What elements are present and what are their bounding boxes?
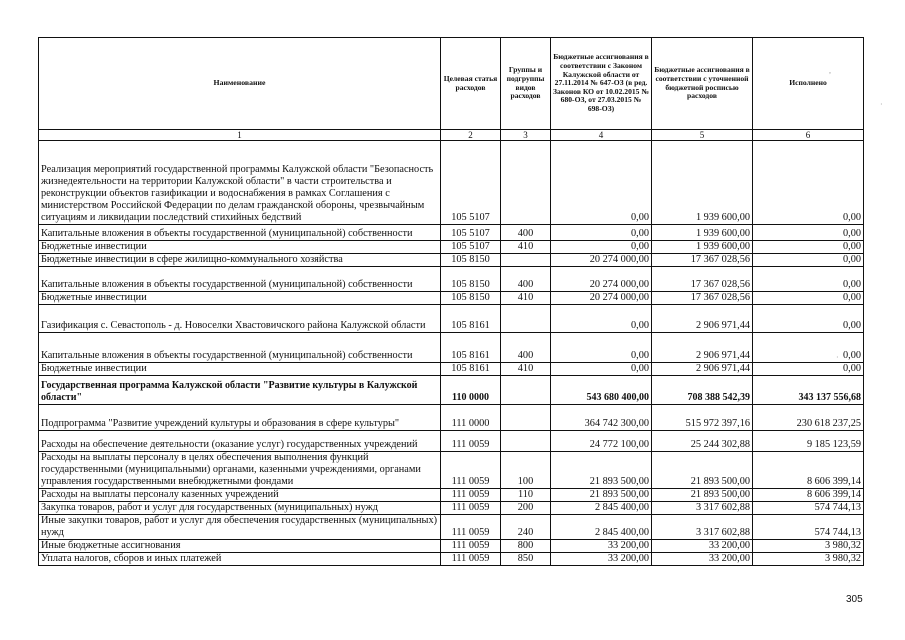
row-expense-group [501, 254, 551, 267]
row-name: Бюджетные инвестиции [39, 363, 441, 376]
table-row [39, 305, 864, 333]
row-expense-group [501, 405, 551, 431]
row-refined-amount: 33 200,00 [652, 540, 753, 553]
row-expense-group: 410 [501, 292, 551, 305]
column-number: 6 [753, 130, 864, 141]
row-law-amount: 21 893 500,00 [551, 489, 652, 502]
row-name: Уплата налогов, сборов и иных платежей [39, 553, 441, 566]
row-name: Иные бюджетные ассигнования [39, 540, 441, 553]
row-target-article: 111 0000 [441, 405, 501, 431]
scan-mark: · [880, 100, 883, 109]
scan-mark: · [836, 353, 839, 362]
row-refined-amount: 708 388 542,39 [652, 376, 753, 405]
table-row [39, 225, 864, 241]
row-target-article: 105 5107 [441, 141, 501, 225]
row-law-amount: 0,00 [551, 241, 652, 254]
row-name: Реализация мероприятий государственной программы Калужской области "Безопасность жизнедеятельности на территории Калужской области" в части строительства и реконструкции объектов газификации и водоснабжения в рамках Соглашения с министерством Российской Федерации по делам гражданской обороны, чрезвычайным ситуациям и ликвидации последствий стихийных бедствий [39, 141, 441, 225]
row-executed-amount: 574 744,13 [753, 502, 864, 515]
row-target-article: 105 8150 [441, 292, 501, 305]
table-body [39, 141, 864, 566]
row-expense-group [501, 431, 551, 452]
row-expense-group: 800 [501, 540, 551, 553]
row-executed-amount: 230 618 237,25 [753, 405, 864, 431]
row-law-amount: 0,00 [551, 225, 652, 241]
row-refined-amount: 17 367 028,56 [652, 254, 753, 267]
row-law-amount: 24 772 100,00 [551, 431, 652, 452]
row-law-amount: 0,00 [551, 141, 652, 225]
row-expense-group [501, 376, 551, 405]
column-number: 4 [551, 130, 652, 141]
row-target-article: 105 8161 [441, 363, 501, 376]
row-target-article: 105 8150 [441, 267, 501, 292]
row-refined-amount: 2 906 971,44 [652, 333, 753, 363]
table-row [39, 141, 864, 225]
row-refined-amount: 2 906 971,44 [652, 305, 753, 333]
row-expense-group: 400 [501, 333, 551, 363]
row-executed-amount: 3 980,32 [753, 540, 864, 553]
column-number: 1 [39, 130, 441, 141]
page-number: 305 [846, 594, 863, 605]
table-row [39, 502, 864, 515]
row-name: Бюджетные инвестиции в сфере жилищно-коммунального хозяйства [39, 254, 441, 267]
row-expense-group: 200 [501, 502, 551, 515]
row-name: Расходы на обеспечение деятельности (оказание услуг) государственных учреждений [39, 431, 441, 452]
row-target-article: 111 0059 [441, 452, 501, 489]
row-executed-amount: 0,00 [753, 363, 864, 376]
table-row [39, 431, 864, 452]
row-refined-amount: 1 939 600,00 [652, 141, 753, 225]
row-law-amount: 20 274 000,00 [551, 254, 652, 267]
table-header-row [39, 38, 864, 130]
row-expense-group: 400 [501, 225, 551, 241]
row-refined-amount: 3 317 602,88 [652, 515, 753, 540]
scan-mark: , [829, 66, 831, 75]
row-executed-amount: 9 185 123,59 [753, 431, 864, 452]
header-expense-group: Группы и подгруппы видов расходов [501, 38, 551, 130]
row-refined-amount: 21 893 500,00 [652, 452, 753, 489]
row-name: Бюджетные инвестиции [39, 292, 441, 305]
row-name: Капитальные вложения в объекты государственной (муниципальной) собственности [39, 333, 441, 363]
row-law-amount: 20 274 000,00 [551, 292, 652, 305]
row-executed-amount: 343 137 556,68 [753, 376, 864, 405]
row-executed-amount: 574 744,13 [753, 515, 864, 540]
row-executed-amount: 3 980,32 [753, 553, 864, 566]
row-executed-amount: 0,00 [753, 333, 864, 363]
header-law-allocations: Бюджетные ассигнования в соответствии с Законом Калужской области от 27.11.2014 № 647-ОЗ (в ред. Законов КО от 10.02.2015 № 680-ОЗ, от 27.03.2015 № 698-ОЗ) [551, 38, 652, 130]
row-executed-amount: 0,00 [753, 225, 864, 241]
row-target-article: 111 0059 [441, 515, 501, 540]
table-row [39, 333, 864, 363]
row-expense-group: 400 [501, 267, 551, 292]
row-expense-group: 850 [501, 553, 551, 566]
row-refined-amount: 515 972 397,16 [652, 405, 753, 431]
row-target-article: 105 8161 [441, 305, 501, 333]
row-law-amount: 543 680 400,00 [551, 376, 652, 405]
header-name: Наименование [39, 38, 441, 130]
table-row [39, 363, 864, 376]
row-name: Капитальные вложения в объекты государственной (муниципальной) собственности [39, 225, 441, 241]
row-law-amount: 33 200,00 [551, 540, 652, 553]
column-number: 2 [441, 130, 501, 141]
table-row [39, 241, 864, 254]
table-row [39, 553, 864, 566]
header-refined-allocations: Бюджетные ассигнования в соответствии с уточненной бюджетной росписью расходов [652, 38, 753, 130]
column-number: 3 [501, 130, 551, 141]
table-row [39, 540, 864, 553]
row-expense-group: 100 [501, 452, 551, 489]
header-target-article: Целевая статья расходов [441, 38, 501, 130]
row-refined-amount: 17 367 028,56 [652, 292, 753, 305]
row-expense-group [501, 141, 551, 225]
row-executed-amount: 0,00 [753, 254, 864, 267]
row-name: Государственная программа Калужской области "Развитие культуры в Калужской области" [39, 376, 441, 405]
row-law-amount: 364 742 300,00 [551, 405, 652, 431]
row-law-amount: 20 274 000,00 [551, 267, 652, 292]
row-name: Капитальные вложения в объекты государственной (муниципальной) собственности [39, 267, 441, 292]
table-row [39, 254, 864, 267]
row-name: Закупка товаров, работ и услуг для государственных (муниципальных) нужд [39, 502, 441, 515]
row-refined-amount: 17 367 028,56 [652, 267, 753, 292]
row-refined-amount: 33 200,00 [652, 553, 753, 566]
row-target-article: 105 5107 [441, 241, 501, 254]
row-target-article: 105 5107 [441, 225, 501, 241]
row-name: Газификация с. Севастополь - д. Новоселки Хвастовичского района Калужской области [39, 305, 441, 333]
row-executed-amount: 0,00 [753, 292, 864, 305]
row-target-article: 111 0059 [441, 553, 501, 566]
row-law-amount: 0,00 [551, 363, 652, 376]
row-target-article: 105 8161 [441, 333, 501, 363]
row-executed-amount: 0,00 [753, 141, 864, 225]
row-law-amount: 33 200,00 [551, 553, 652, 566]
row-name: Расходы на выплаты персоналу казенных учреждений [39, 489, 441, 502]
budget-table [38, 37, 864, 566]
row-name: Подпрограмма "Развитие учреждений культуры и образования в сфере культуры" [39, 405, 441, 431]
row-law-amount: 2 845 400,00 [551, 515, 652, 540]
row-executed-amount: 0,00 [753, 305, 864, 333]
row-expense-group: 410 [501, 241, 551, 254]
column-number-row [39, 130, 864, 141]
row-refined-amount: 1 939 600,00 [652, 241, 753, 254]
row-target-article: 110 0000 [441, 376, 501, 405]
row-executed-amount: 8 606 399,14 [753, 489, 864, 502]
row-expense-group: 410 [501, 363, 551, 376]
table-row [39, 489, 864, 502]
row-law-amount: 0,00 [551, 333, 652, 363]
row-refined-amount: 2 906 971,44 [652, 363, 753, 376]
row-expense-group: 110 [501, 489, 551, 502]
row-refined-amount: 3 317 602,88 [652, 502, 753, 515]
row-refined-amount: 1 939 600,00 [652, 225, 753, 241]
row-expense-group [501, 305, 551, 333]
table-row [39, 376, 864, 405]
row-refined-amount: 25 244 302,88 [652, 431, 753, 452]
table-row [39, 515, 864, 540]
table-row [39, 267, 864, 292]
row-refined-amount: 21 893 500,00 [652, 489, 753, 502]
row-name: Иные закупки товаров, работ и услуг для обеспечения государственных (муниципальных) нужд [39, 515, 441, 540]
row-law-amount: 2 845 400,00 [551, 502, 652, 515]
row-executed-amount: 0,00 [753, 241, 864, 254]
row-target-article: 105 8150 [441, 254, 501, 267]
row-target-article: 111 0059 [441, 489, 501, 502]
row-name: Бюджетные инвестиции [39, 241, 441, 254]
row-law-amount: 0,00 [551, 305, 652, 333]
row-name: Расходы на выплаты персоналу в целях обеспечения выполнения функций государственными (муниципальными) органами, казенными учреждениями, органами управления государственными внебюджетными фондами [39, 452, 441, 489]
row-executed-amount: 8 606 399,14 [753, 452, 864, 489]
table-row [39, 452, 864, 489]
table-row [39, 292, 864, 305]
row-expense-group: 240 [501, 515, 551, 540]
row-executed-amount: 0,00 [753, 267, 864, 292]
row-target-article: 111 0059 [441, 502, 501, 515]
row-target-article: 111 0059 [441, 431, 501, 452]
table-row [39, 405, 864, 431]
row-law-amount: 21 893 500,00 [551, 452, 652, 489]
row-target-article: 111 0059 [441, 540, 501, 553]
column-number: 5 [652, 130, 753, 141]
header-executed: Исполнено [753, 38, 864, 130]
